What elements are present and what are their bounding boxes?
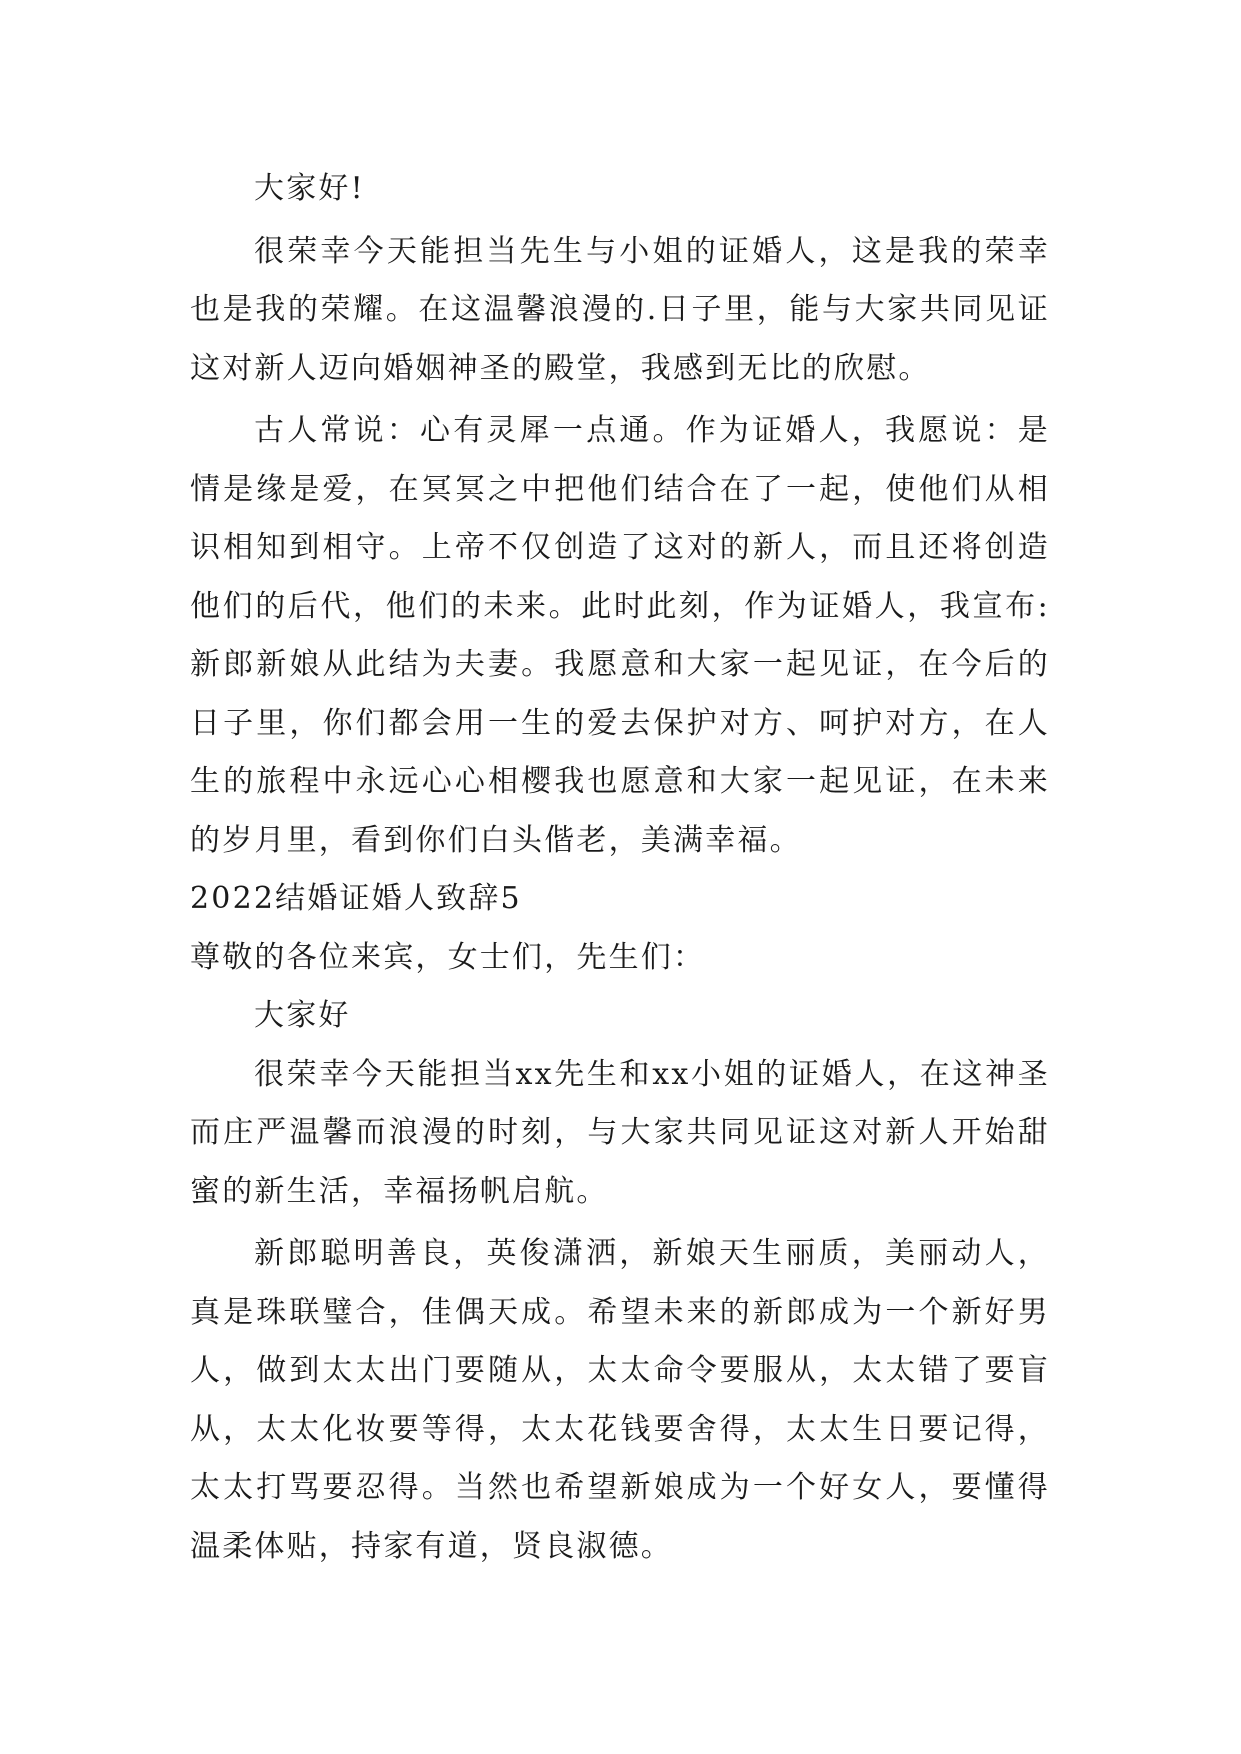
section-heading: 2022结婚证婚人致辞5 [190, 881, 522, 916]
document-page [190, 160, 1050, 1576]
body-paragraph: 古人常说：心有灵犀一点通。作为证婚人，我愿说：是情是缘是爱，在冥冥之中把他们结合在了一起，使他们从相识相知到相守。上帝不仅创造了这对的新人，而且还将创造他们的后代，他们的未来。此时此刻，作为证婚人，我宣布:新郎新娘从此结为夫妻。我愿意和大家一起见证，在今后的日子里，你们都会用一生的爱去保护对方、呵护对方，在人生的旅程中永远心心相樱我也愿意和大家一起见证，在未来的岁月里，看到你们白头偕老，美满幸福。 [190, 413, 1050, 858]
body-paragraph: 新郎聪明善良，英俊潇洒，新娘天生丽质，美丽动人，真是珠联璧合，佳偶天成。希望未来的新郎成为一个新好男人，做到太太出门要随从，太太命令要服从，太太错了要盲从，太太化妆要等得，太太花钱要舍得，太太生日要记得，太太打骂要忍得。当然也希望新娘成为一个好女人，要懂得温柔体贴，持家有道，贤良淑德。 [190, 1236, 1050, 1564]
body-paragraph: 很荣幸今天能担当先生与小姐的证婚人，这是我的荣幸也是我的荣耀。在这温馨浪漫的.日子里，能与大家共同见证这对新人迈向婚姻神圣的殿堂，我感到无比的欣慰。 [190, 233, 1050, 386]
body-paragraph: 很荣幸今天能担当xx先生和xx小姐的证婚人，在这神圣而庄严温馨而浪漫的时刻，与大家共同见证这对新人开始甜蜜的新生活，幸福扬帆启航。 [190, 1056, 1050, 1209]
greeting-paragraph: 大家好 [254, 998, 351, 1033]
salutation-line: 尊敬的各位来宾，女士们，先生们： [190, 939, 706, 975]
greeting-paragraph: 大家好! [254, 171, 365, 206]
